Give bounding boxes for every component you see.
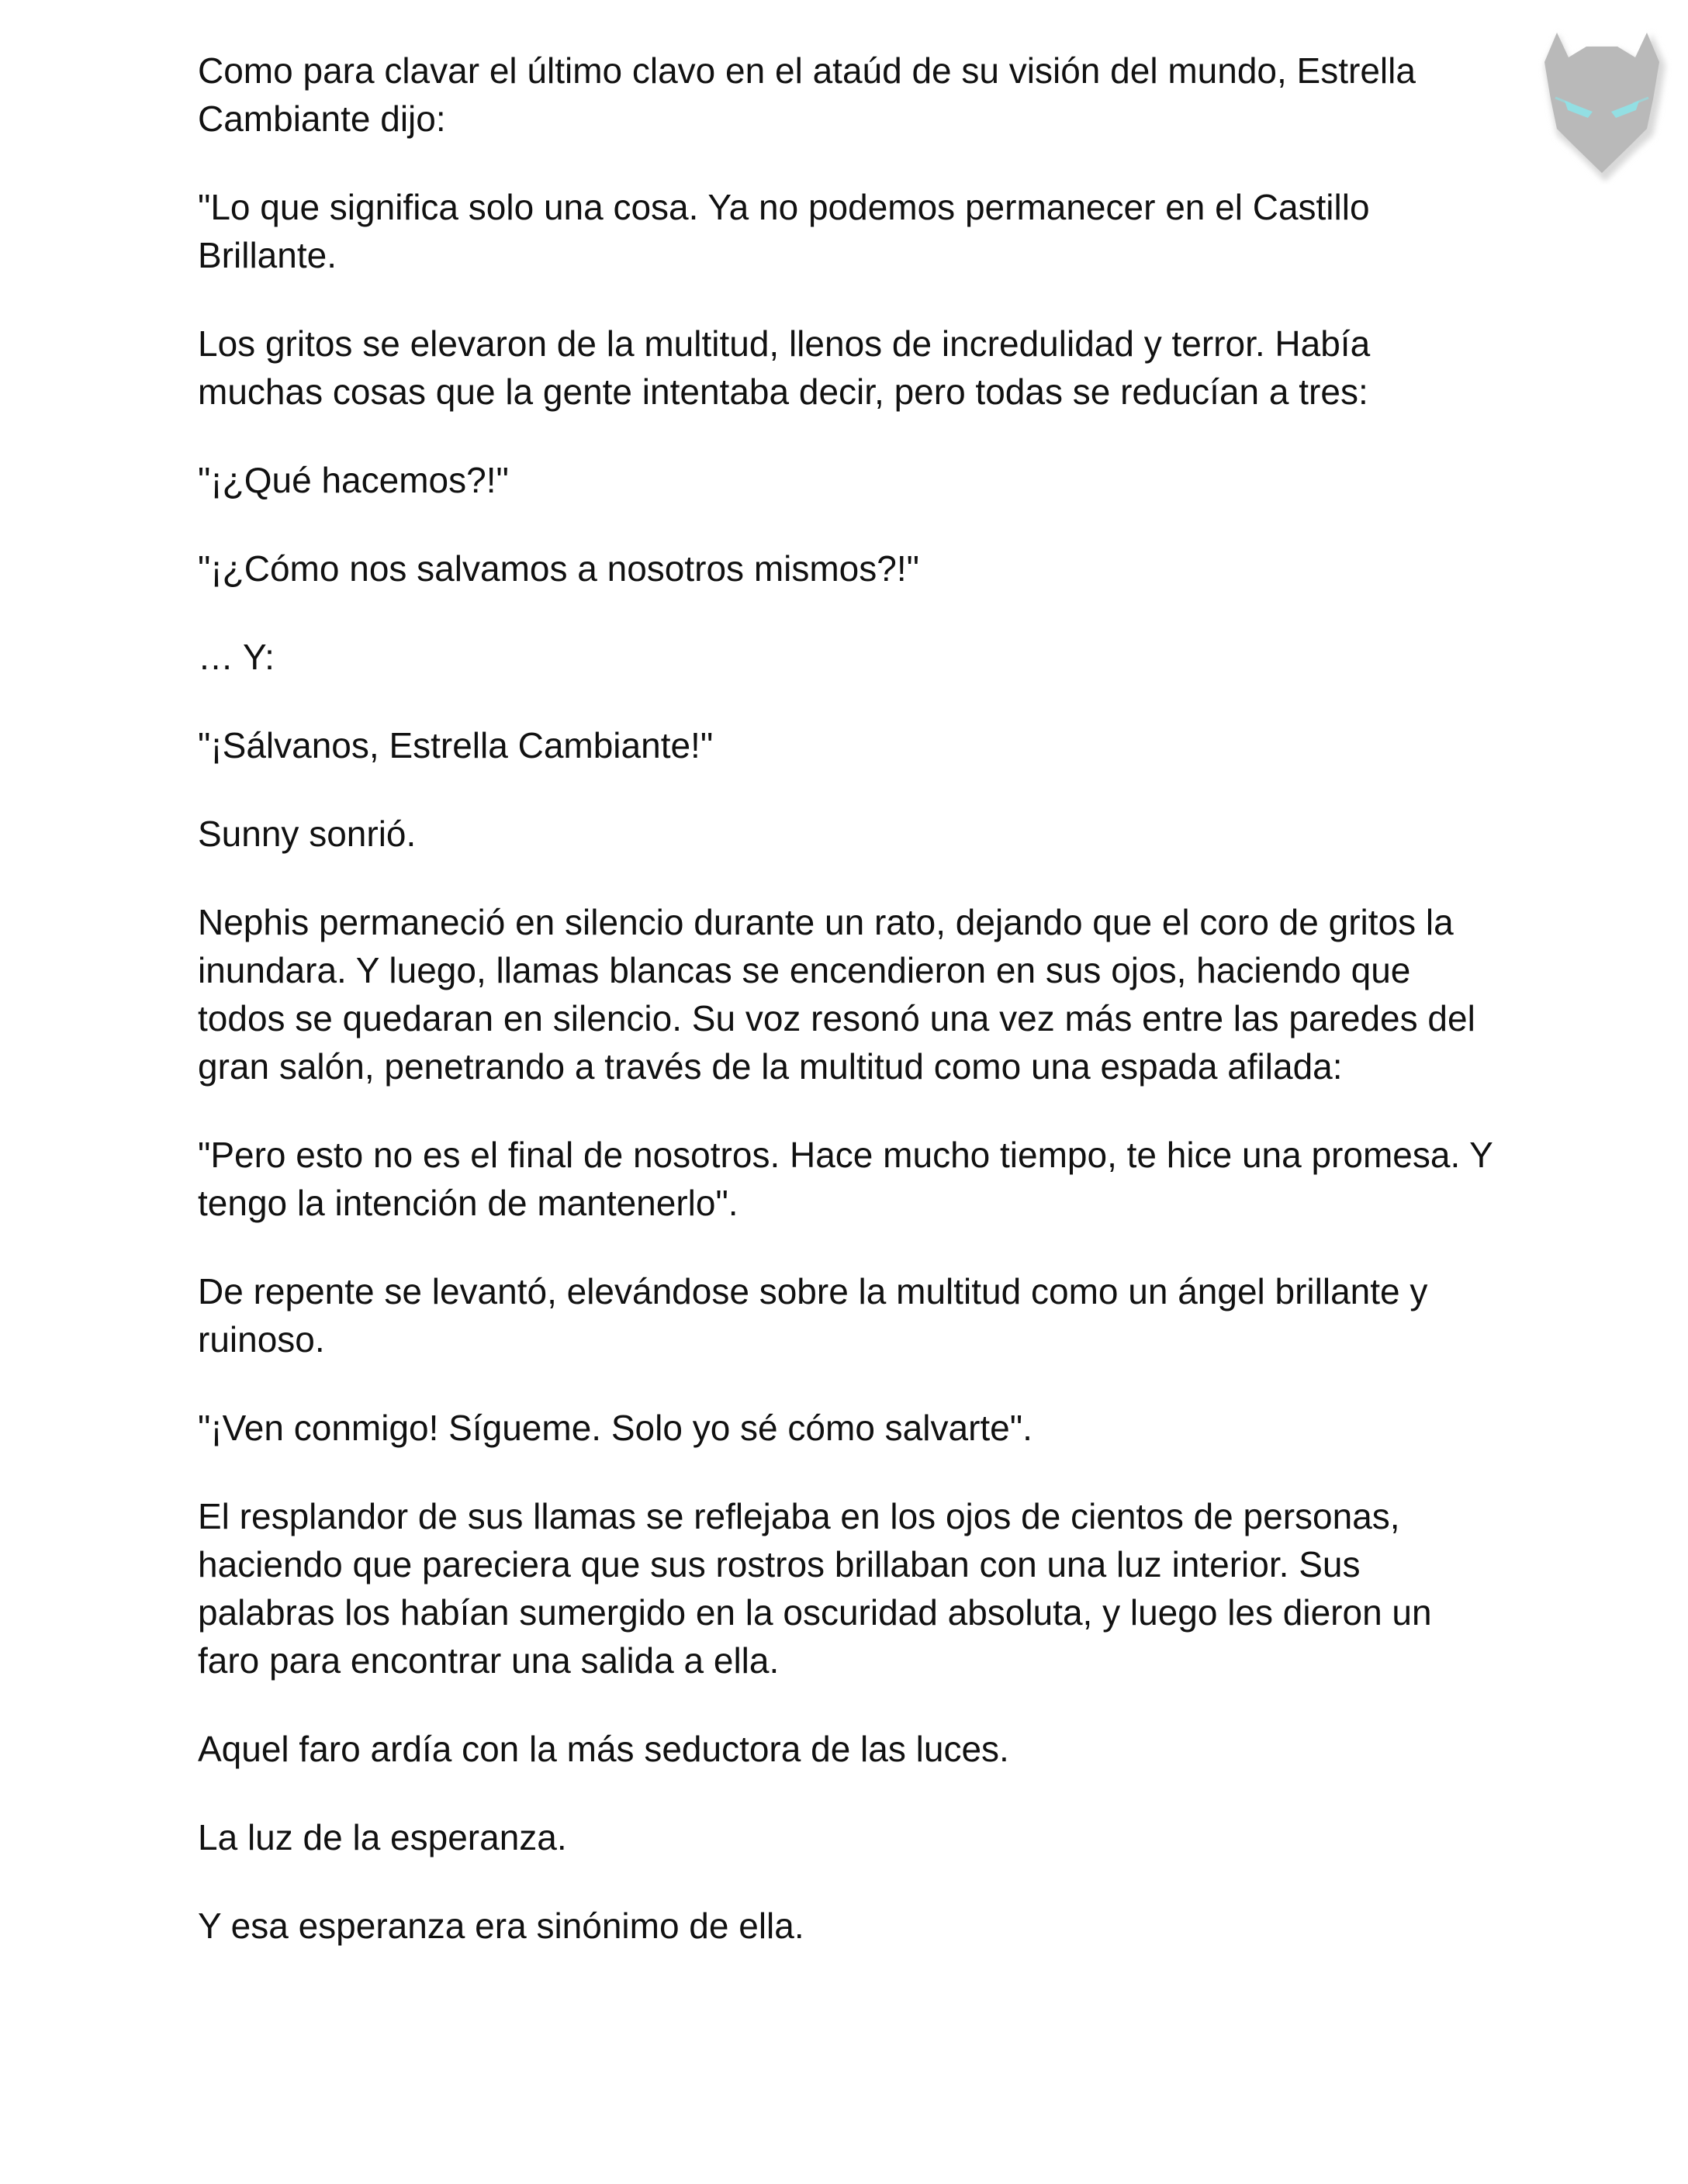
paragraph: "Lo que significa solo una cosa. Ya no podemos permanecer en el Castillo Brillante. [198, 187, 1370, 275]
watermark-logo [1524, 14, 1679, 185]
paragraph: Y esa esperanza era sinónimo de ella. [198, 1906, 804, 1946]
paragraph: "¡¿Cómo nos salvamos a nosotros mismos?!" [198, 548, 919, 589]
paragraph: De repente se levantó, elevándose sobre la multitud como un ángel brillante y ruinoso. [198, 1271, 1428, 1360]
paragraph: Nephis permaneció en silencio durante un rato, dejando que el coro de gritos la inundara. Y luego, llamas blancas se encendieron en sus ojos, haciendo que todos se quedaran en silencio. Su voz resonó una vez más entre las paredes del gran salón, penetrando a través de la multitud como una espada afilada: [198, 902, 1475, 1087]
paragraph: "¡¿Qué hacemos?!" [198, 460, 509, 500]
paragraph: Los gritos se elevaron de la multitud, llenos de incredulidad y terror. Había muchas cosas que la gente intentaba decir, pero todas se reducían a tres: [198, 323, 1371, 412]
paragraph: "Pero esto no es el final de nosotros. Hace mucho tiempo, te hice una promesa. Y tengo la intención de mantenerlo". [198, 1135, 1493, 1223]
demon-head-icon [1524, 14, 1679, 185]
paragraph: La luz de la esperanza. [198, 1817, 567, 1857]
paragraph: … Y: [198, 637, 275, 677]
paragraph: Aquel faro ardía con la más seductora de las luces. [198, 1729, 1009, 1769]
paragraph: Sunny sonrió. [198, 814, 417, 854]
paragraph: "¡Sálvanos, Estrella Cambiante!" [198, 725, 714, 765]
paragraph: "¡Ven conmigo! Sígueme. Solo yo sé cómo salvarte". [198, 1408, 1033, 1448]
document-body [198, 47, 1501, 1990]
paragraph: Como para clavar el último clavo en el ataúd de su visión del mundo, Estrella Cambiante dijo: [198, 50, 1416, 139]
paragraph: El resplandor de sus llamas se reflejaba en los ojos de cientos de personas, haciendo que pareciera que sus rostros brillaban con una luz interior. Sus palabras los habían sumergido en la oscuridad absoluta, y luego les dieron un faro para encontrar una salida a ella. [198, 1496, 1432, 1681]
